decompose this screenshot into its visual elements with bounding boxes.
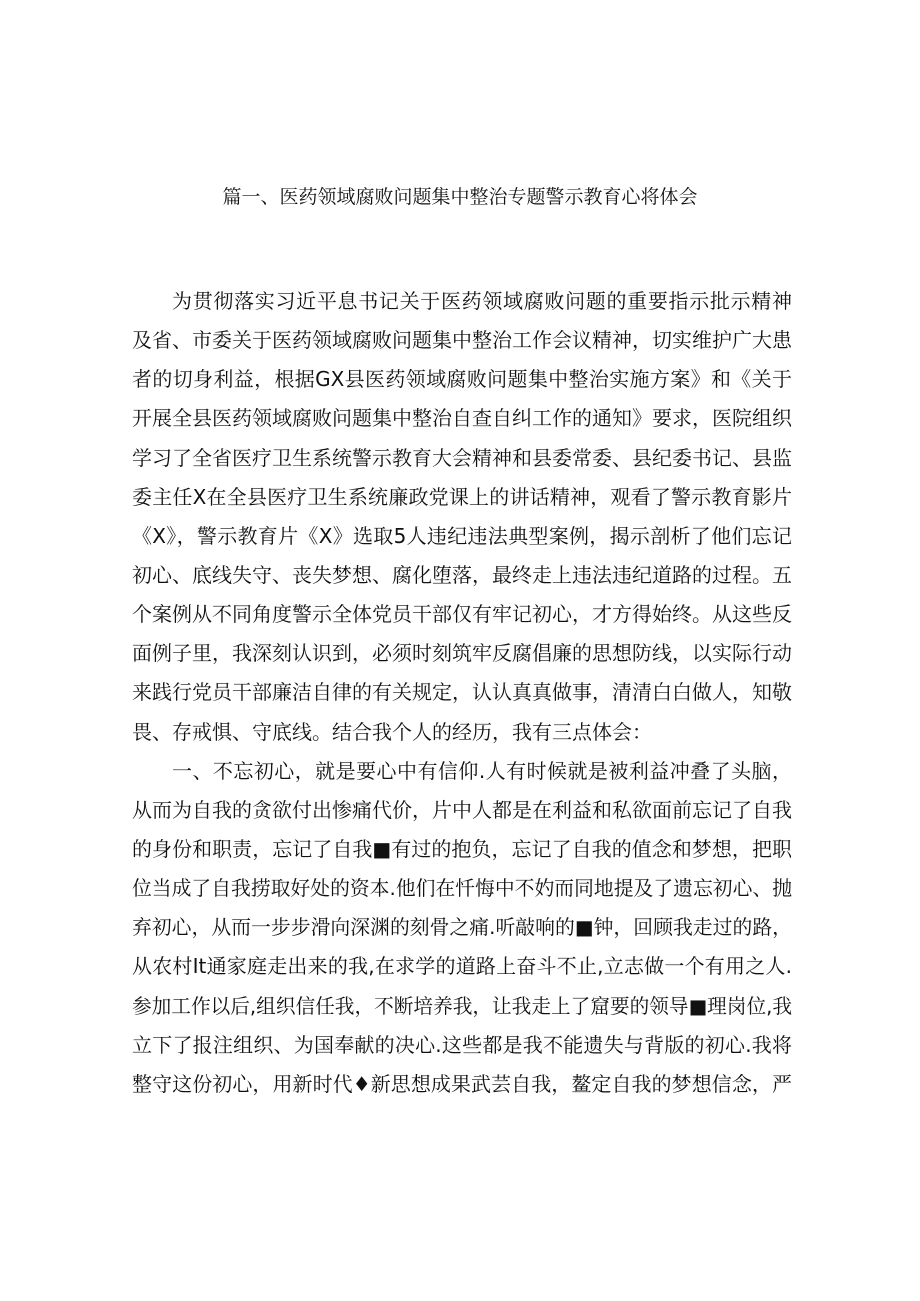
text-line: 弃初心，从而一步步滑向深渊的刻骨之痛.听敲响的■钟，回顾我走过的路， bbox=[132, 916, 792, 940]
paragraph-point-one bbox=[132, 752, 792, 1104]
text-line: 委主任X在全县医疗卫生系统廉政党课上的讲话精神，观看了警示教育影片 bbox=[132, 484, 792, 509]
text-line: 从而为自我的贪欲付出惨痛代价，片中人都是在利益和私欲面前忘记了自我 bbox=[132, 797, 792, 822]
text-line: 来践行党员干部廉洁自律的有关规定，认认真真做事，清清白白做人，知敬 bbox=[132, 680, 792, 705]
text-line: 初心、底线失守、丧失梦想、腐化堕落，最终走上违法违纪道路的过程。五 bbox=[132, 562, 792, 587]
text-line: 从农村It通家庭走出来的我,在求学的道路上奋斗不止,立志做一个有用之人. bbox=[132, 954, 792, 979]
text-line: 及省、市委关于医药领域腐败问题集中整治工作会议精神，切实维护广大患 bbox=[132, 328, 792, 353]
document-title: 篇一、医药领域腐败问题集中整治专题警示教育心将体会 bbox=[222, 186, 698, 208]
text-line: 参加工作以后,组织信任我，不断培养我，让我走上了窟要的领导■理岗位,我 bbox=[132, 994, 792, 1018]
paragraph-intro bbox=[132, 282, 792, 752]
text-line: 整守这份初心，用新时代♦新思想成果武芸自我，鳌定自我的梦想信念，严 bbox=[132, 1071, 792, 1096]
text-line: 个案例从不同角度警示全体党员干部仅有牢记初心，才方得始终。从这些反 bbox=[132, 602, 792, 627]
text-line: 的身份和职责，忘记了自我■有过的抱负，忘记了自我的值念和梦想，把职 bbox=[132, 836, 792, 861]
text-line: 者的切身利益，根据GX县医药领域腐败问题集中整治实施方案》和《关于 bbox=[132, 367, 792, 392]
text-line: 为贯彻落实习近平息书记关于医药领域腐败问题的重要指示批示精神 bbox=[172, 289, 792, 313]
text-line: 开展全县医药领域腐败问题集中整治自查自纠工作的通知》要求，医院组织 bbox=[132, 406, 792, 431]
text-line: 畏、存戒惧、守底线。结合我个人的经历，我有三点体会： bbox=[132, 719, 652, 744]
text-line: 面例子里，我深刻认识到，必须时刻筑牢反腐倡廉的思想防线，以实际行动 bbox=[132, 641, 792, 666]
text-line: 立下了报注组织、为国奉献的决心.这些都是我不能遗失与背版的初心.我将 bbox=[132, 1032, 792, 1057]
document-body bbox=[132, 282, 792, 1104]
text-line: 学习了全省医疗卫生系统警示教育大会精神和县委常委、县纪委书记、县监 bbox=[132, 445, 792, 470]
text-line: 位当成了自我捞取好处的资本.他们在忏悔中不妁而同地提及了遗忘初心、抛 bbox=[132, 877, 792, 901]
text-line: 一、不忘初心，就是要心中有信仰.人有时候就是被利益冲叠了头脑， bbox=[172, 758, 792, 783]
text-line: 《X》，警示教育片《X》选取5人违纪违法典型案例，揭示剖析了他们忘记 bbox=[132, 523, 792, 548]
